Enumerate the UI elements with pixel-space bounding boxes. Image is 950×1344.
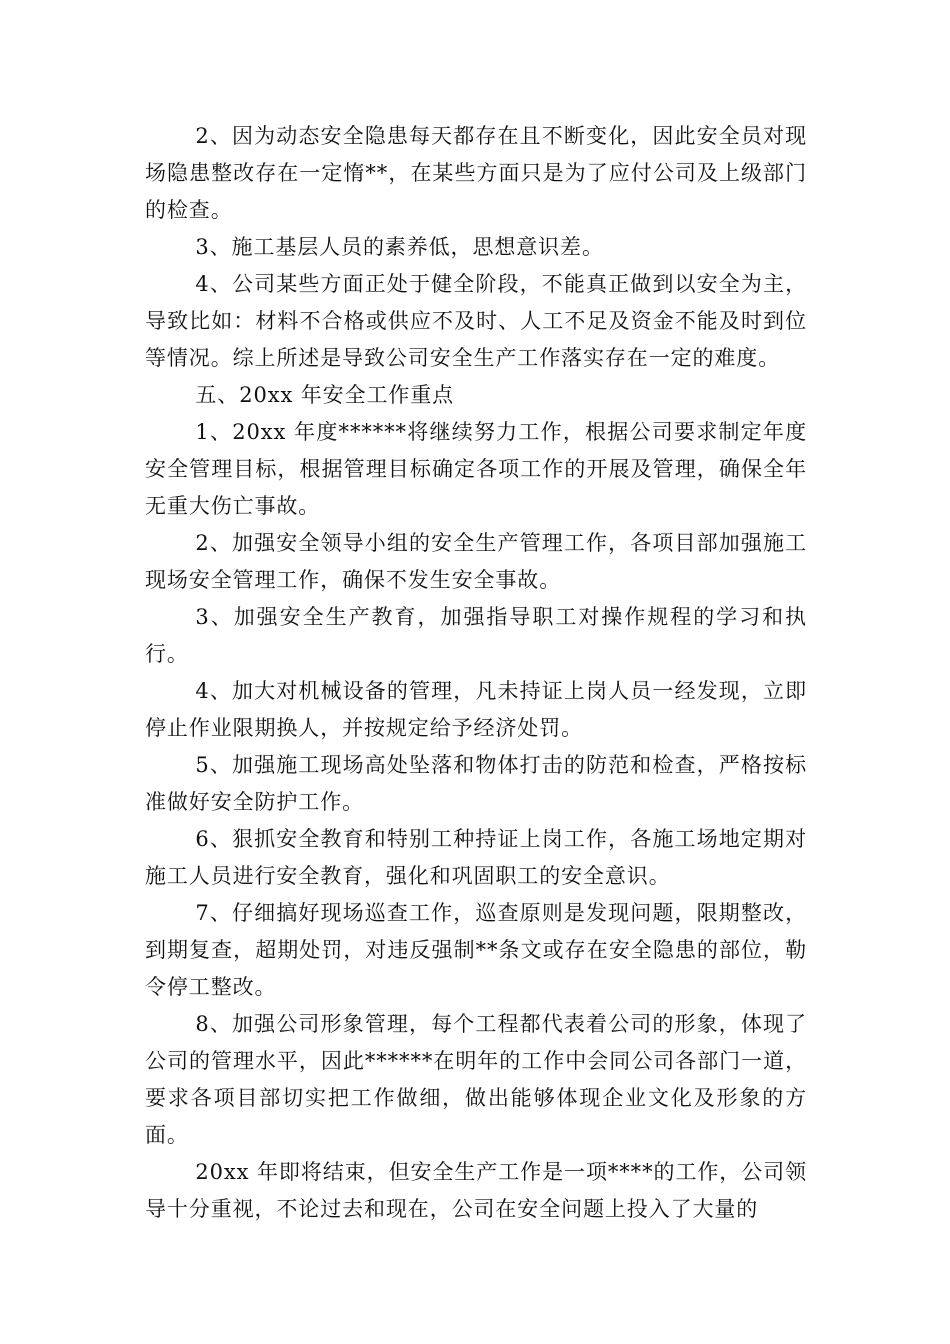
key-point-2: 2、加强安全领导小组的安全生产管理工作，各项目部加强施工现场安全管理工作，确保不发生安全事故。 <box>145 531 807 592</box>
closing-paragraph: 20xx 年即将结束，但安全生产工作是一项****的工作，公司领导十分重视，不论过去和现在，公司在安全问题上投入了大量的 <box>145 1160 807 1221</box>
key-point-4: 4、加大对机械设备的管理，凡未持证上岗人员一经发现，立即停止作业限期换人，并按规定给予经济处罚。 <box>145 679 807 740</box>
paragraph-item-3: 3、施工基层人员的素养低，思想意识差。 <box>195 235 604 259</box>
section-heading-5: 五、20xx 年安全工作重点 <box>195 383 455 407</box>
key-point-8: 8、加强公司形象管理，每个工程都代表着公司的形象，体现了公司的管理水平，因此******在明年的工作中会同公司各部门一道，要求各项目部切实把工作做细，做出能够体现企业文化及形象的方面。 <box>145 1012 807 1147</box>
key-point-6: 6、狠抓安全教育和特别工种持证上岗工作，各施工场地定期对施工人员进行安全教育，强化和巩固职工的安全意识。 <box>145 827 807 888</box>
paragraph-item-2: 2、因为动态安全隐患每天都存在且不断变化，因此安全员对现场隐患整改存在一定惰**，在某些方面只是为了应付公司及上级部门的检查。 <box>145 124 807 222</box>
key-point-5: 5、加强施工现场高处坠落和物体打击的防范和检查，严格按标准做好安全防护工作。 <box>145 753 807 814</box>
document-body <box>145 118 807 1228</box>
paragraph-item-4: 4、公司某些方面正处于健全阶段，不能真正做到以安全为主，导致比如：材料不合格或供应不及时、人工不足及资金不能及时到位等情况。综上所述是导致公司安全生产工作落实存在一定的难度。 <box>145 272 807 370</box>
key-point-7: 7、仔细搞好现场巡查工作，巡查原则是发现问题，限期整改，到期复查，超期处罚，对违反强制**条文或存在安全隐患的部位，勒令停工整改。 <box>145 901 807 999</box>
key-point-3: 3、加强安全生产教育，加强指导职工对操作规程的学习和执行。 <box>145 605 807 666</box>
key-point-1: 1、20xx 年度******将继续努力工作，根据公司要求制定年度安全管理目标，根据管理目标确定各项工作的开展及管理，确保全年无重大伤亡事故。 <box>145 420 807 518</box>
